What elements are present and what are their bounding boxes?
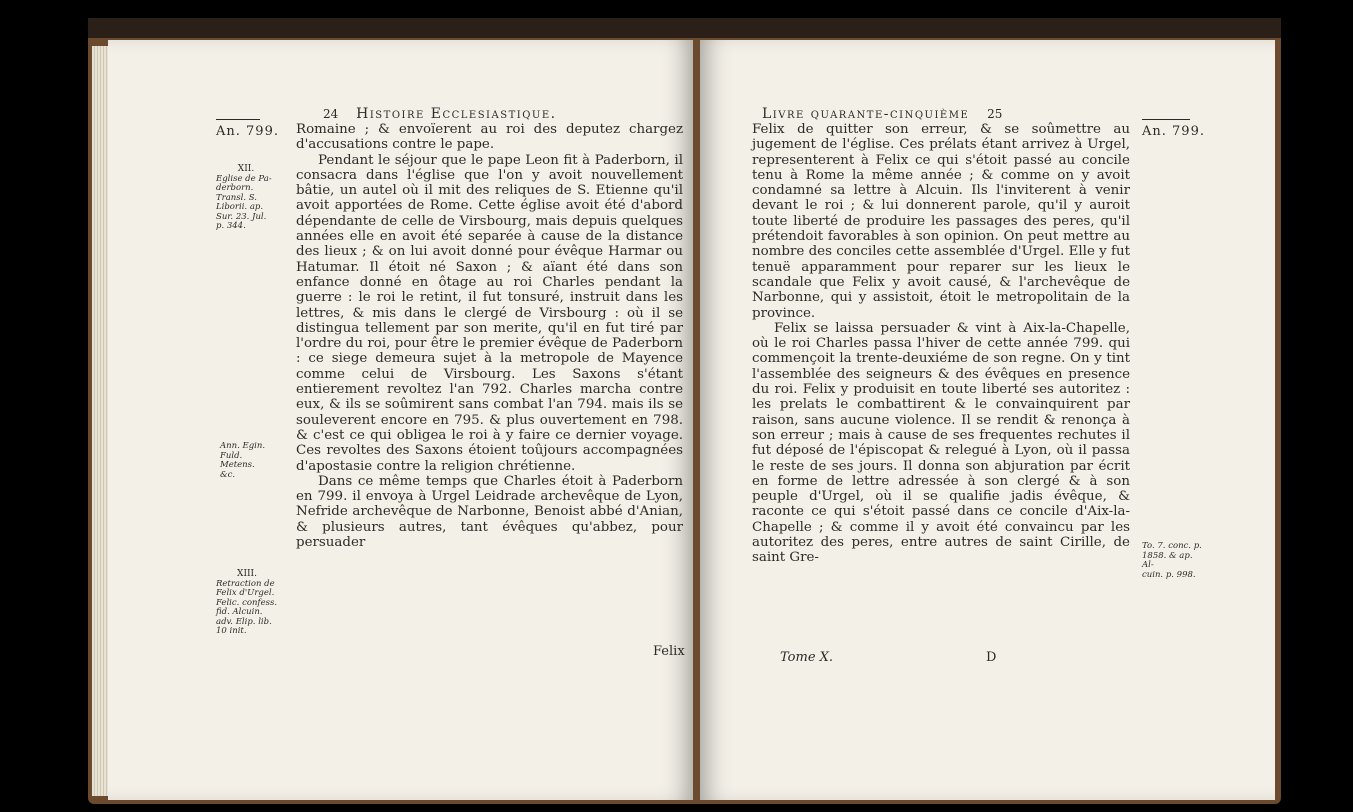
- note-line: Sur. 23. Jul.: [216, 211, 267, 222]
- left-head-title: Histoire Ecclesiastique.: [356, 106, 557, 122]
- note-line: derborn.: [216, 183, 254, 193]
- note-line: Ann. Egin.: [220, 441, 266, 451]
- note-section: XIII.: [237, 569, 257, 579]
- note-line: Felix d'Urgel.: [216, 588, 275, 598]
- note-line: adv. Elip. lib.: [216, 616, 272, 627]
- note-line: Liborii. ap.: [216, 202, 264, 212]
- left-margin-year: An. 799.: [216, 124, 279, 139]
- note-line: Retraction de: [216, 578, 275, 589]
- signature-mark: D: [986, 650, 997, 665]
- note-line: &c.: [220, 469, 236, 480]
- volume-label: Tome X.: [780, 650, 834, 665]
- right-page-number: 25: [987, 107, 1003, 121]
- note-line: 10 init.: [216, 626, 247, 636]
- note-line: p. 344.: [216, 221, 246, 231]
- left-catchword: Felix: [653, 644, 685, 659]
- margin-note-1: [216, 165, 276, 232]
- note-line: Eglise de Pa-: [216, 173, 272, 184]
- note-line: 1858. & ap. Al-: [1142, 550, 1193, 570]
- note-line: To. 7. conc. p.: [1142, 541, 1202, 551]
- margin-note-3: [216, 570, 278, 637]
- left-page-number: 24: [323, 107, 339, 121]
- right-body-text: [752, 122, 1130, 566]
- margin-note-4: [1142, 542, 1202, 580]
- right-head-title: Livre quarante-cinquième: [762, 106, 970, 122]
- note-line: cuin. p. 998.: [1142, 569, 1196, 580]
- paragraph: Romaine ; & envoïerent au roi des deputez chargez d'accusations contre le pape.: [296, 122, 683, 153]
- paragraph: Dans ce même temps que Charles étoit à Paderborn en 799. il envoya à Urgel Leidrade archevêque de Lyon, Nefride archevêque de Narbonne, Benoist abbé d'Anian, & plusieurs autres, tant évêques qu'abbez, pour persuader: [296, 473, 683, 551]
- note-section: XII.: [237, 164, 255, 174]
- note-line: Fuld. Metens.: [220, 450, 255, 470]
- margin-note-2: [220, 442, 278, 480]
- right-margin-year: An. 799.: [1142, 124, 1205, 139]
- paragraph: Felix se laissa persuader & vint à Aix-la-Chapelle, où le roi Charles passa l'hiver de cette année 799. qui commençoit la trente-deuxiéme de son regne. On y tint l'assemblée des seigneurs & des évêques en presence du roi. Felix y produisit en toute liberté ses autoritez : les prelats le combattirent & le convainquirent par raison, sans aucune violence. Il se rendit & renonça à son erreur ; mais à cause de ses frequentes rechutes il fut déposé de l'épiscopat & relegué à Lyon, où il passa le reste de ses jours. Il donna son abjuration par écrit en forme de lettre adressée à son clergé & à son peuple d'Urgel, où il se qualifie jadis évêque, & raconte ce qui s'étoit passé dans ce concile d'Aix-la-Chapelle ; & comme il y avoit été convaincu par les autoritez des peres, entre autres de saint Cirille, de saint Gre-: [752, 320, 1130, 566]
- note-line: fid. Alcuin.: [216, 607, 263, 617]
- margin-rule: [1142, 119, 1190, 120]
- book: [88, 18, 1281, 804]
- note-line: Transl. S.: [216, 192, 257, 203]
- left-running-head: [323, 106, 557, 122]
- right-running-head: [762, 106, 1002, 122]
- left-body-text: [296, 122, 683, 550]
- margin-rule: [216, 119, 260, 120]
- book-top-edge: [88, 18, 1281, 38]
- note-line: Felic. confess.: [216, 597, 278, 608]
- right-page: [700, 40, 1275, 800]
- paragraph: Felix de quitter son erreur, & se soûmettre au jugement de l'église. Ces prélats étant arrivez à Urgel, representerent à Felix ce qui s'étoit passé au concile tenu à Rome la même année ; & comme on y avoit condamné sa lettre à Alcuin. Ils l'inviterent à venir devant le roi ; & lui donnerent parole, qu'il y auroit toute liberté de produire les passages des peres, qu'il prétendoit favorables à son opinion. On peut mettre au nombre des conciles cette assemblée d'Urgel. Elle y fut tenuë apparamment pour reparer sur les lieux le scandale que Felix y avoit causé, & l'archevêque de Narbonne, qui y assistoit, étoit le metropolitain de la province.: [752, 122, 1130, 321]
- paragraph: Pendant le séjour que le pape Leon fit à Paderborn, il consacra dans l'église que l'on y avoit nouvellement bâtie, un autel où il mit des reliques de S. Etienne qu'il avoit apportées de Rome. Cette église avoit été d'abord dépendante de celle de Virsbourg, mais depuis quelques années elle en avoit été separée à cause de la distance des lieux ; & on lui avoit donné pour évêque Harmar ou Hatumar. Il étoit né Saxon ; & aïant été dans son enfance donné en ôtage au roi Charles pendant la guerre : le roi le retint, il fut tonsuré, instruit dans les lettres, & mis dans le clergé de Virsbourg : où il se distingua tellement par son merite, qu'il en fut tiré par l'ordre du roi, pour être le premier évêque de Paderborn : ce siege demeura sujet à la metropole de Mayence comme celui de Virsbourg. Les Saxons s'étant entierement revoltez l'an 792. Charles marcha contre eux, & ils se soûmirent sans combat l'an 794. mais ils se souleverent encore en 795. & plus ouvertement en 798. & c'est ce qui obligea le roi à y faire ce dernier voyage. Ces revoltes des Saxons étoient toûjours accompagnées d'apostasie contre la religion chrétienne.: [296, 152, 683, 474]
- left-page: [108, 40, 693, 800]
